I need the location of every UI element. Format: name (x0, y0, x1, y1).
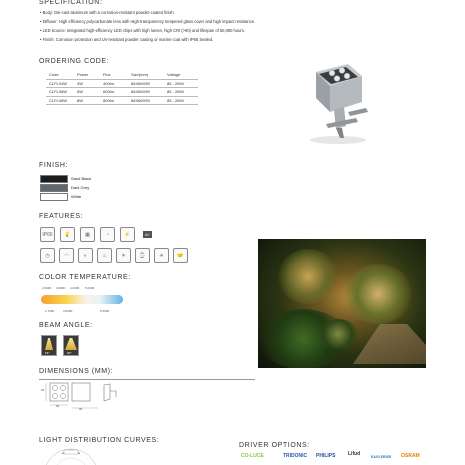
color-swatch (40, 184, 68, 192)
column-header: Power (77, 72, 89, 78)
driver-brand-tridonic: TRIDONIC (283, 453, 308, 459)
finish-option (40, 183, 91, 192)
table-cell: CLFL04W (46, 79, 74, 88)
table-cell: 8W (74, 96, 100, 105)
dimensions-title: DIMENSIONS (MM): (39, 368, 114, 375)
color-swatch (40, 193, 68, 201)
ip66-icon (40, 227, 55, 242)
column-header: Code (49, 72, 59, 78)
driver-brand-philips: PHILIPS (316, 453, 336, 459)
product-image (296, 50, 376, 146)
dimming-icon: ◐ (78, 248, 93, 263)
driver-options-title: DRIVER OPTIONS: (239, 442, 310, 449)
cct-tick-top: 3,000K (56, 286, 66, 290)
driver-brand-coluce: CO-LUCE (241, 453, 264, 459)
color-swatch (40, 175, 68, 183)
finish-option (40, 174, 91, 183)
table-cell: CLFL08W (46, 96, 74, 105)
cct-tick-top: 4,000K (70, 286, 80, 290)
beam-angle-title: BEAM ANGLE: (39, 322, 93, 329)
finish-option (40, 192, 91, 201)
specification-title: SPECIFICATION: (39, 0, 103, 6)
bulb-icon: 💡 (60, 227, 75, 242)
table-row (46, 96, 198, 105)
thermal-icon: ♨ (97, 248, 112, 263)
driver-brand-eaglerise: EAGLERISE (371, 455, 392, 459)
table-row (46, 88, 198, 97)
table-cell: 85 - 265V (164, 96, 198, 105)
driver-brand-osram: OSRAM (401, 453, 420, 459)
beam-angle-label: 15° (45, 351, 50, 355)
finish-label: Sand Black (71, 176, 92, 181)
table-cell: 600lm (100, 88, 128, 97)
table-cell: CLFL06W (46, 88, 74, 97)
table-header-row (46, 71, 198, 79)
spec-line: • Finish: Corrosion protection and UV-resistant powder coating or marine coat with IP66 Sealed. (40, 37, 214, 42)
cct-tick-top: 2,000K (42, 286, 52, 290)
spec-line: • Diffuser: High efficiency polycarbonate lens with High-transparency tempered glass cover and high impact resistance. (40, 19, 256, 24)
cct-tick-bottom: 3,000K (63, 309, 73, 313)
clock-icon: ⌚ (135, 248, 150, 263)
light-distribution-chart (40, 448, 102, 465)
beam-icon: ◠ (59, 248, 74, 263)
driver-brand-lifud: Lifud (348, 451, 361, 457)
finish-label: Dark Grey (71, 185, 90, 190)
features-row-2 (40, 248, 188, 263)
table-cell: 66X66X95 (128, 88, 164, 97)
garden-photo (258, 239, 426, 368)
energy-rating-icon (140, 227, 155, 242)
table-cell: 85 - 265V (164, 88, 198, 97)
chip-icon: ▦ (80, 227, 95, 242)
table-cell: 4W (74, 79, 100, 88)
column-header: Flux (103, 72, 111, 78)
cct-tick-bottom: 6,500K (100, 309, 110, 313)
dimensions-rule (39, 379, 255, 380)
beam-15-icon (41, 335, 57, 356)
ordering-table (46, 71, 198, 105)
spec-line: • Body: Die-cast aluminum with a corrosion-resistant powder-coated finish (40, 10, 174, 15)
table-cell: 6W (74, 88, 100, 97)
cri-icon: ◔ (100, 227, 115, 242)
temperature-icon: ✳ (154, 248, 169, 263)
light-distribution-title: LIGHT DISTRIBUTION CURVES: (39, 437, 160, 444)
handshake-icon: 🤝 (173, 248, 188, 263)
column-header: Voltage (167, 72, 181, 78)
color-temperature-title: COLOR TEMPERATURE: (39, 274, 131, 281)
table-cell: 85 - 265V (164, 79, 198, 88)
beam-angle-options (41, 335, 79, 356)
finish-title: FINISH: (39, 162, 69, 169)
table-cell: 66X66X95 (128, 79, 164, 88)
features-title: FEATURES: (39, 213, 84, 220)
ordering-code-title: ORDERING CODE: (39, 58, 110, 65)
features-row-1 (40, 227, 155, 242)
beam-angle-label: 30° (67, 351, 72, 355)
cct-tick-top: 5,000K (85, 286, 95, 290)
table-cell: 400lm (100, 79, 128, 88)
column-header: Size(mm) (131, 72, 149, 78)
cct-tick-bottom: 2,700K (45, 309, 55, 313)
dimension-width-label: 66 (56, 404, 60, 408)
sun-icon: ☀ (116, 248, 131, 263)
dimension-depth-label: 95 (79, 407, 83, 411)
finish-label: White (71, 194, 82, 199)
color-temperature-gradient (41, 295, 123, 304)
beam-30-icon (63, 335, 79, 356)
surge-icon: ⚡ (120, 227, 135, 242)
table-row (46, 79, 198, 88)
spec-line: • LED Source: Integrated high-efficiency LED chips with high lumen, high CRI (>90) and lifespan of 50,000 hours. (40, 28, 245, 33)
finish-list (40, 174, 91, 201)
specification-list (40, 10, 255, 46)
table-cell: 800lm (100, 96, 128, 105)
feature-label: IP66 (42, 231, 53, 238)
dimension-height-label: 66 (41, 388, 45, 392)
lifespan-icon: ◷ (40, 248, 55, 263)
table-cell: 66X66X95 (128, 96, 164, 105)
feature-label: A+ (144, 232, 150, 237)
